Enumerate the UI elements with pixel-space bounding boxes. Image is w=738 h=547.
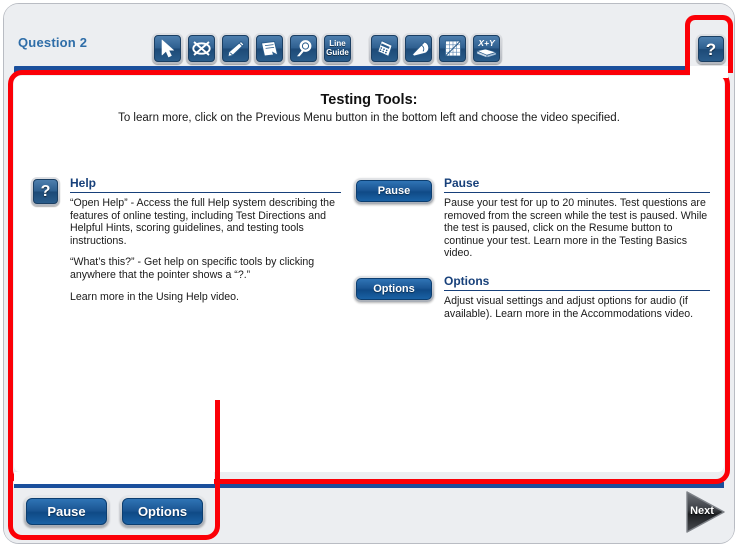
content-panel xyxy=(14,76,724,472)
question-mark-icon: ? xyxy=(698,36,724,62)
options-entry-heading: Options xyxy=(444,274,710,291)
cross-out-tool-button[interactable] xyxy=(186,33,217,64)
pause-button[interactable] xyxy=(24,496,109,527)
options-entry-button[interactable] xyxy=(354,276,434,302)
pause-entry-body xyxy=(434,176,710,260)
options-entry-button-label: Options xyxy=(356,278,432,300)
cross-out-icon xyxy=(188,35,215,62)
arrow-pointer-icon xyxy=(154,35,181,62)
graph-paper-icon xyxy=(439,35,466,62)
question-mark-icon: ? xyxy=(33,179,58,204)
header-divider xyxy=(14,66,724,73)
footer-divider xyxy=(14,482,724,488)
options-entry-body xyxy=(434,274,710,320)
help-entry xyxy=(31,176,341,303)
help-button[interactable] xyxy=(696,34,726,64)
pause-entry-button-label: Pause xyxy=(356,180,432,202)
page-title: Testing Tools: xyxy=(320,92,418,108)
pointer-tool-button[interactable] xyxy=(152,33,183,64)
header-bar xyxy=(4,4,734,70)
options-button[interactable] xyxy=(120,496,205,527)
calculator-icon xyxy=(371,35,398,62)
line-guide-tool-button[interactable] xyxy=(322,33,353,64)
pause-entry-heading: Pause xyxy=(444,176,710,193)
line-guide-label: Line Guide xyxy=(326,39,349,57)
help-entry-heading: Help xyxy=(70,176,341,193)
formula-book-icon xyxy=(473,35,500,62)
help-entry-paragraph: “What’s this?” - Get help on specific tools by clicking anywhere that the pointer shows a “?.” xyxy=(70,256,315,281)
left-column xyxy=(31,176,341,317)
help-entry-paragraph: Learn more in the Using Help video. xyxy=(70,290,240,303)
help-entry-paragraph: “Open Help” - Access the full Help system describing the features of online testing, including Test Directions and Helpful Hints, scoring guidelines, and testing tools instructions. xyxy=(70,197,335,247)
triangle-right-icon xyxy=(683,489,728,535)
help-entry-body xyxy=(60,176,341,303)
highlighter-pen-icon xyxy=(222,35,249,62)
protractor-tool-button[interactable] xyxy=(403,33,434,64)
calculator-tool-button[interactable] xyxy=(369,33,400,64)
options-entry-paragraph: Adjust visual settings and adjust options for audio (if available). Learn more in the Accommodations video. xyxy=(444,294,694,320)
next-button-label: Next xyxy=(690,505,714,517)
options-button-label: Options xyxy=(122,498,203,525)
question-label: Question 2 xyxy=(18,35,88,50)
pause-button-label: Pause xyxy=(26,498,107,525)
pause-entry-paragraph: Pause your test for up to 20 minutes. Test questions are removed from the screen while the test is paused. While the test is paused, click on the Resume button to continue your test. Learn more in the Testing Basics video. xyxy=(444,197,708,260)
help-entry-button[interactable] xyxy=(31,177,60,206)
tool-palette xyxy=(152,33,502,64)
pause-entry xyxy=(354,176,710,260)
svg-text:X+Y: X+Y xyxy=(478,37,495,48)
magnifier-icon xyxy=(290,35,317,62)
notepad-tool-button[interactable] xyxy=(254,33,285,64)
protractor-icon xyxy=(405,35,432,62)
next-button[interactable] xyxy=(683,489,728,535)
pause-entry-button[interactable] xyxy=(354,178,434,204)
right-column xyxy=(354,176,710,334)
notepad-icon xyxy=(256,35,283,62)
line-guide-icon xyxy=(324,35,351,62)
footer-button-group xyxy=(24,496,205,527)
page-subtitle: To learn more, click on the Previous Menu button in the bottom left and choose the video specified. xyxy=(118,112,620,124)
highlighter-tool-button[interactable] xyxy=(220,33,251,64)
magnifier-tool-button[interactable] xyxy=(288,33,319,64)
formula-tool-button[interactable] xyxy=(471,33,502,64)
options-entry xyxy=(354,274,710,320)
graph-paper-tool-button[interactable] xyxy=(437,33,468,64)
